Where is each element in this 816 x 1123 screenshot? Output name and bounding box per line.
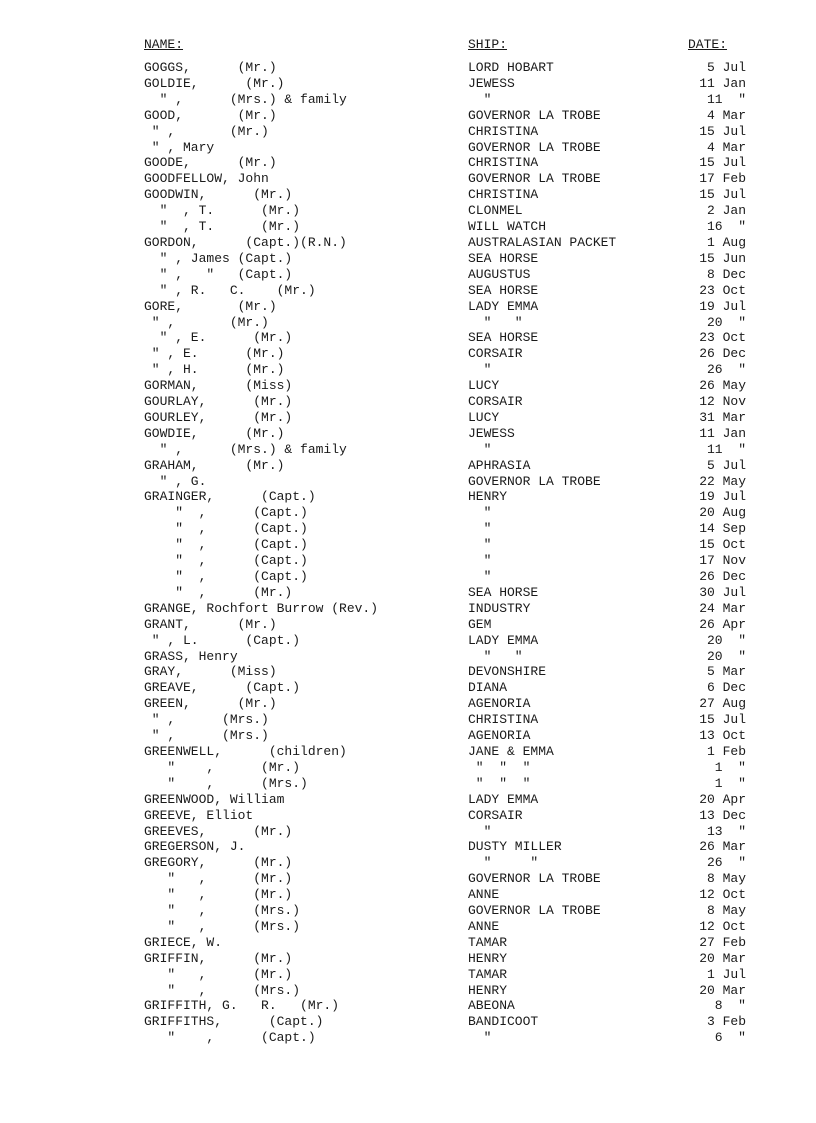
passenger-list — [0, 60, 816, 1046]
ship-cell: GOVERNOR LA TROBE — [468, 903, 601, 919]
passenger-name-cell: GREENWELL, (children) — [144, 743, 347, 759]
date-cell: 1 Aug — [706, 234, 746, 250]
date-cell: 12 Nov — [699, 394, 746, 410]
passenger-name-cell: GREGERSON, J. — [144, 839, 246, 855]
name-column-header: NAME: — [144, 37, 184, 52]
ship-cell: ANNE — [468, 918, 500, 934]
ship-cell: " " — [468, 314, 523, 330]
date-cell: 20 " — [706, 314, 746, 330]
passenger-name-cell: " , (Capt.) — [144, 1030, 316, 1046]
table-row — [0, 998, 816, 1014]
passenger-name-cell: GOODWIN, (Mr.) — [144, 187, 293, 203]
date-cell: 22 May — [699, 473, 746, 489]
passenger-name-cell: " , (Mr.) — [144, 871, 293, 887]
passenger-name-cell: " , (Mrs.) — [144, 918, 301, 934]
date-cell: 15 Jul — [699, 187, 746, 203]
date-cell: 23 Oct — [699, 282, 746, 298]
ship-cell: GEM — [468, 616, 492, 632]
passenger-name-cell: GORDON, (Capt.)(R.N.) — [144, 234, 347, 250]
date-cell: 20 Mar — [699, 950, 746, 966]
table-row — [0, 474, 816, 490]
table-row — [0, 744, 816, 760]
ship-cell: GOVERNOR LA TROBE — [468, 139, 601, 155]
ship-cell: GOVERNOR LA TROBE — [468, 107, 601, 123]
date-cell: 4 Mar — [706, 107, 746, 123]
ship-cell: AUGUSTUS — [468, 266, 531, 282]
ship-cell: " " — [468, 855, 539, 871]
date-cell: 26 Apr — [699, 616, 746, 632]
table-row — [0, 458, 816, 474]
passenger-name-cell: GREEN, (Mr.) — [144, 696, 277, 712]
date-cell: 3 Feb — [706, 1014, 746, 1030]
ship-cell: " — [468, 569, 492, 584]
ship-cell: LORD HOBART — [468, 60, 554, 75]
table-row — [0, 919, 816, 935]
passenger-name-cell: GOODFELLOW, John — [144, 171, 269, 187]
passenger-name-cell: GRANT, (Mr.) — [144, 616, 277, 632]
ship-cell: CHRISTINA — [468, 712, 539, 728]
table-row — [0, 315, 816, 331]
table-row — [0, 664, 816, 680]
passenger-name-cell: GRAY, (Miss) — [144, 664, 277, 680]
date-cell: 19 Jul — [699, 489, 746, 505]
table-row — [0, 728, 816, 744]
table-row — [0, 299, 816, 315]
passenger-name-cell: " , R. C. (Mr.) — [144, 282, 316, 298]
date-cell: 12 Oct — [699, 918, 746, 934]
ship-cell: LADY EMMA — [468, 791, 539, 807]
ship-cell: " — [468, 505, 492, 521]
ship-cell: SEA HORSE — [468, 282, 539, 298]
passenger-name-cell: " , (Mr.) — [144, 887, 293, 903]
passenger-name-cell: " , (Mr.) — [144, 123, 269, 139]
date-cell: 13 Oct — [699, 728, 746, 744]
table-row — [0, 521, 816, 537]
ship-cell: CORSAIR — [468, 807, 523, 823]
ship-cell: CORSAIR — [468, 394, 523, 410]
ship-cell: CHRISTINA — [468, 155, 539, 171]
ship-cell: AGENORIA — [468, 728, 531, 744]
passenger-name-cell: GREEVES, (Mr.) — [144, 823, 293, 839]
passenger-name-cell: GRAINGER, (Capt.) — [144, 489, 316, 505]
ship-cell: ANNE — [468, 887, 500, 903]
passenger-name-cell: " , James (Capt.) — [144, 250, 293, 266]
table-row — [0, 935, 816, 951]
passenger-name-cell: GRIECE, W. — [144, 934, 223, 950]
passenger-name-cell: " , Mary — [144, 139, 215, 155]
passenger-name-cell: " , (Mr.) — [144, 584, 293, 600]
date-cell: 13 Dec — [699, 807, 746, 823]
date-cell: 1 Feb — [706, 743, 746, 759]
passenger-name-cell: " , G. — [144, 473, 207, 489]
passenger-name-cell: GORE, (Mr.) — [144, 298, 277, 314]
passenger-name-cell: " , (Capt.) — [144, 505, 308, 521]
date-cell: 15 Jul — [699, 712, 746, 728]
passenger-name-cell: GRIFFIN, (Mr.) — [144, 950, 293, 966]
passenger-name-cell: " , (Capt.) — [144, 569, 308, 584]
passenger-name-cell: " , (Mrs.) — [144, 728, 269, 744]
table-row — [0, 585, 816, 601]
ship-cell: CORSAIR — [468, 346, 523, 362]
ship-cell: DUSTY MILLER — [468, 839, 562, 855]
table-row — [0, 505, 816, 521]
passenger-name-cell: " , T. (Mr.) — [144, 203, 301, 219]
passenger-name-cell: " , (Mrs.) — [144, 712, 269, 728]
ship-cell: HENRY — [468, 982, 508, 998]
ship-cell: APHRASIA — [468, 457, 531, 473]
table-row — [0, 601, 816, 617]
date-cell: 20 " — [706, 648, 746, 664]
ship-cell: LADY EMMA — [468, 298, 539, 314]
ship-cell: HENRY — [468, 950, 508, 966]
ship-cell: INDUSTRY — [468, 600, 531, 616]
table-row — [0, 1014, 816, 1030]
date-cell: 4 Mar — [706, 139, 746, 155]
ship-cell: JEWESS — [468, 75, 515, 91]
date-cell: 26 Mar — [699, 839, 746, 855]
table-row — [0, 983, 816, 999]
column-headers — [0, 36, 816, 54]
table-row — [0, 871, 816, 887]
ship-cell: " " — [468, 648, 523, 664]
passenger-name-cell: GOLDIE, (Mr.) — [144, 75, 285, 91]
date-cell: 1 " — [714, 775, 746, 791]
date-cell: 26 " — [706, 362, 746, 378]
date-cell: 20 Aug — [699, 505, 746, 521]
passenger-name-cell: GOOD, (Mr.) — [144, 107, 277, 123]
ship-column-header: SHIP: — [468, 37, 508, 52]
ship-cell: " — [468, 537, 492, 553]
ship-cell: WILL WATCH — [468, 219, 547, 235]
table-row — [0, 903, 816, 919]
table-row — [0, 967, 816, 983]
date-cell: 30 Jul — [699, 584, 746, 600]
ship-cell: SEA HORSE — [468, 250, 539, 266]
passenger-name-cell: " , (Mr.) — [144, 759, 301, 775]
ship-cell: CHRISTINA — [468, 187, 539, 203]
table-row — [0, 680, 816, 696]
date-cell: 14 Sep — [699, 521, 746, 537]
ship-cell: " — [468, 441, 492, 457]
ship-cell: " — [468, 521, 492, 537]
ship-cell: GOVERNOR LA TROBE — [468, 473, 601, 489]
ship-cell: " — [468, 362, 492, 378]
table-row — [0, 649, 816, 665]
passenger-name-cell: " , (Capt.) — [144, 537, 308, 553]
passenger-name-cell: " , (Mr.) — [144, 966, 293, 982]
date-cell: 15 Jul — [699, 155, 746, 171]
date-cell: 8 May — [706, 903, 746, 919]
ship-cell: JANE & EMMA — [468, 743, 554, 759]
passenger-name-cell: GREEVE, Elliot — [144, 807, 254, 823]
passenger-name-cell: " , (Mrs.) & family — [144, 441, 347, 457]
date-cell: 11 Jan — [699, 425, 746, 441]
table-row — [0, 537, 816, 553]
date-cell: 26 Dec — [699, 569, 746, 584]
table-row — [0, 92, 816, 108]
table-row — [0, 394, 816, 410]
passenger-name-cell: " , (Mrs.) & family — [144, 91, 347, 107]
passenger-name-cell: GOURLEY, (Mr.) — [144, 409, 293, 425]
passenger-name-cell: GRIFFITH, G. R. (Mr.) — [144, 998, 340, 1014]
table-row — [0, 219, 816, 235]
ship-cell: BANDICOOT — [468, 1014, 539, 1030]
date-cell: 31 Mar — [699, 409, 746, 425]
date-cell: 6 Dec — [706, 680, 746, 696]
table-row — [0, 792, 816, 808]
passenger-name-cell: GOWDIE, (Mr.) — [144, 425, 285, 441]
ship-cell: AUSTRALASIAN PACKET — [468, 234, 617, 250]
ship-cell: TAMAR — [468, 966, 508, 982]
table-row — [0, 887, 816, 903]
table-row — [0, 569, 816, 585]
passenger-name-cell: GOODE, (Mr.) — [144, 155, 277, 171]
ship-cell: DIANA — [468, 680, 508, 696]
date-cell: 1 Jul — [706, 966, 746, 982]
table-row — [0, 553, 816, 569]
passenger-name-cell: GRAHAM, (Mr.) — [144, 457, 285, 473]
ship-cell: ABEONA — [468, 998, 515, 1014]
table-row — [0, 426, 816, 442]
date-cell: 15 Oct — [699, 537, 746, 553]
date-cell: 11 " — [706, 441, 746, 457]
table-row — [0, 951, 816, 967]
table-row — [0, 346, 816, 362]
ship-cell: " " " — [468, 775, 531, 791]
passenger-name-cell: " , L. (Capt.) — [144, 632, 301, 648]
date-cell: 11 Jan — [699, 75, 746, 91]
table-row — [0, 824, 816, 840]
date-cell: 17 Feb — [699, 171, 746, 187]
passenger-name-cell: " , (Mrs.) — [144, 903, 301, 919]
passenger-name-cell: " , E. (Mr.) — [144, 330, 293, 346]
table-row — [0, 267, 816, 283]
date-cell: 8 " — [714, 998, 746, 1014]
table-row — [0, 633, 816, 649]
date-cell: 15 Jun — [699, 250, 746, 266]
table-row — [0, 76, 816, 92]
table-row — [0, 442, 816, 458]
ship-cell: LUCY — [468, 378, 500, 394]
date-cell: 23 Oct — [699, 330, 746, 346]
date-cell: 2 Jan — [706, 203, 746, 219]
date-cell: 5 Jul — [706, 457, 746, 473]
date-cell: 27 Aug — [699, 696, 746, 712]
table-row — [0, 489, 816, 505]
table-row — [0, 155, 816, 171]
table-row — [0, 855, 816, 871]
ship-cell: " — [468, 91, 492, 107]
passenger-name-cell: " , (Capt.) — [144, 553, 308, 569]
ship-cell: " — [468, 553, 492, 569]
date-cell: 17 Nov — [699, 553, 746, 569]
table-row — [0, 171, 816, 187]
date-cell: 19 Jul — [699, 298, 746, 314]
table-row — [0, 808, 816, 824]
table-row — [0, 283, 816, 299]
date-cell: 8 Dec — [706, 266, 746, 282]
passenger-name-cell: GORMAN, (Miss) — [144, 378, 293, 394]
date-cell: 15 Jul — [699, 123, 746, 139]
passenger-name-cell: " , (Mrs.) — [144, 982, 301, 998]
table-row — [0, 760, 816, 776]
table-row — [0, 187, 816, 203]
date-cell: 5 Mar — [706, 664, 746, 680]
date-cell: 8 May — [706, 871, 746, 887]
date-cell: 11 " — [706, 91, 746, 107]
date-cell: 1 " — [714, 759, 746, 775]
passenger-name-cell: " , E. (Mr.) — [144, 346, 285, 362]
ship-cell: HENRY — [468, 489, 508, 505]
ship-cell: " " " — [468, 759, 531, 775]
date-cell: 26 May — [699, 378, 746, 394]
table-row — [0, 251, 816, 267]
ship-cell: GOVERNOR LA TROBE — [468, 171, 601, 187]
table-row — [0, 108, 816, 124]
table-row — [0, 378, 816, 394]
passenger-name-cell: GREAVE, (Capt.) — [144, 680, 301, 696]
date-cell: 24 Mar — [699, 600, 746, 616]
passenger-name-cell: " , (Mr.) — [144, 314, 269, 330]
ship-cell: JEWESS — [468, 425, 515, 441]
table-row — [0, 617, 816, 633]
date-cell: 20 " — [706, 632, 746, 648]
date-cell: 6 " — [714, 1030, 746, 1046]
passenger-name-cell: " , (Capt.) — [144, 521, 308, 537]
table-row — [0, 1030, 816, 1046]
date-cell: 26 Dec — [699, 346, 746, 362]
ship-cell: LUCY — [468, 409, 500, 425]
ship-cell: GOVERNOR LA TROBE — [468, 871, 601, 887]
ship-cell: SEA HORSE — [468, 330, 539, 346]
table-row — [0, 60, 816, 76]
table-row — [0, 839, 816, 855]
date-cell: 12 Oct — [699, 887, 746, 903]
passenger-name-cell: GRASS, Henry — [144, 648, 238, 664]
date-cell: 20 Apr — [699, 791, 746, 807]
date-cell: 26 " — [706, 855, 746, 871]
passenger-name-cell: GRIFFITHS, (Capt.) — [144, 1014, 324, 1030]
table-row — [0, 203, 816, 219]
passenger-name-cell: " , (Mrs.) — [144, 775, 308, 791]
passenger-name-cell: GOGGS, (Mr.) — [144, 60, 277, 75]
passenger-name-cell: " , H. (Mr.) — [144, 362, 285, 378]
date-cell: 16 " — [706, 219, 746, 235]
table-row — [0, 712, 816, 728]
date-cell: 5 Jul — [706, 60, 746, 75]
table-row — [0, 124, 816, 140]
passenger-name-cell: GOURLAY, (Mr.) — [144, 394, 293, 410]
ship-cell: AGENORIA — [468, 696, 531, 712]
date-cell: 27 Feb — [699, 934, 746, 950]
ship-cell: SEA HORSE — [468, 584, 539, 600]
ship-cell: TAMAR — [468, 934, 508, 950]
table-row — [0, 235, 816, 251]
table-row — [0, 410, 816, 426]
table-row — [0, 696, 816, 712]
table-row — [0, 140, 816, 156]
ship-cell: CHRISTINA — [468, 123, 539, 139]
date-column-header: DATE: — [688, 37, 728, 52]
table-row — [0, 776, 816, 792]
passenger-name-cell: " , T. (Mr.) — [144, 219, 301, 235]
ship-cell: CLONMEL — [468, 203, 523, 219]
date-cell: 20 Mar — [699, 982, 746, 998]
passenger-name-cell: " , " (Capt.) — [144, 266, 293, 282]
table-row — [0, 330, 816, 346]
ship-cell: " — [468, 1030, 492, 1046]
table-row — [0, 362, 816, 378]
passenger-name-cell: GREENWOOD, William — [144, 791, 285, 807]
ship-cell: " — [468, 823, 492, 839]
passenger-name-cell: GREGORY, (Mr.) — [144, 855, 293, 871]
date-cell: 13 " — [706, 823, 746, 839]
passenger-name-cell: GRANGE, Rochfort Burrow (Rev.) — [144, 600, 379, 616]
ship-cell: LADY EMMA — [468, 632, 539, 648]
ship-cell: DEVONSHIRE — [468, 664, 547, 680]
